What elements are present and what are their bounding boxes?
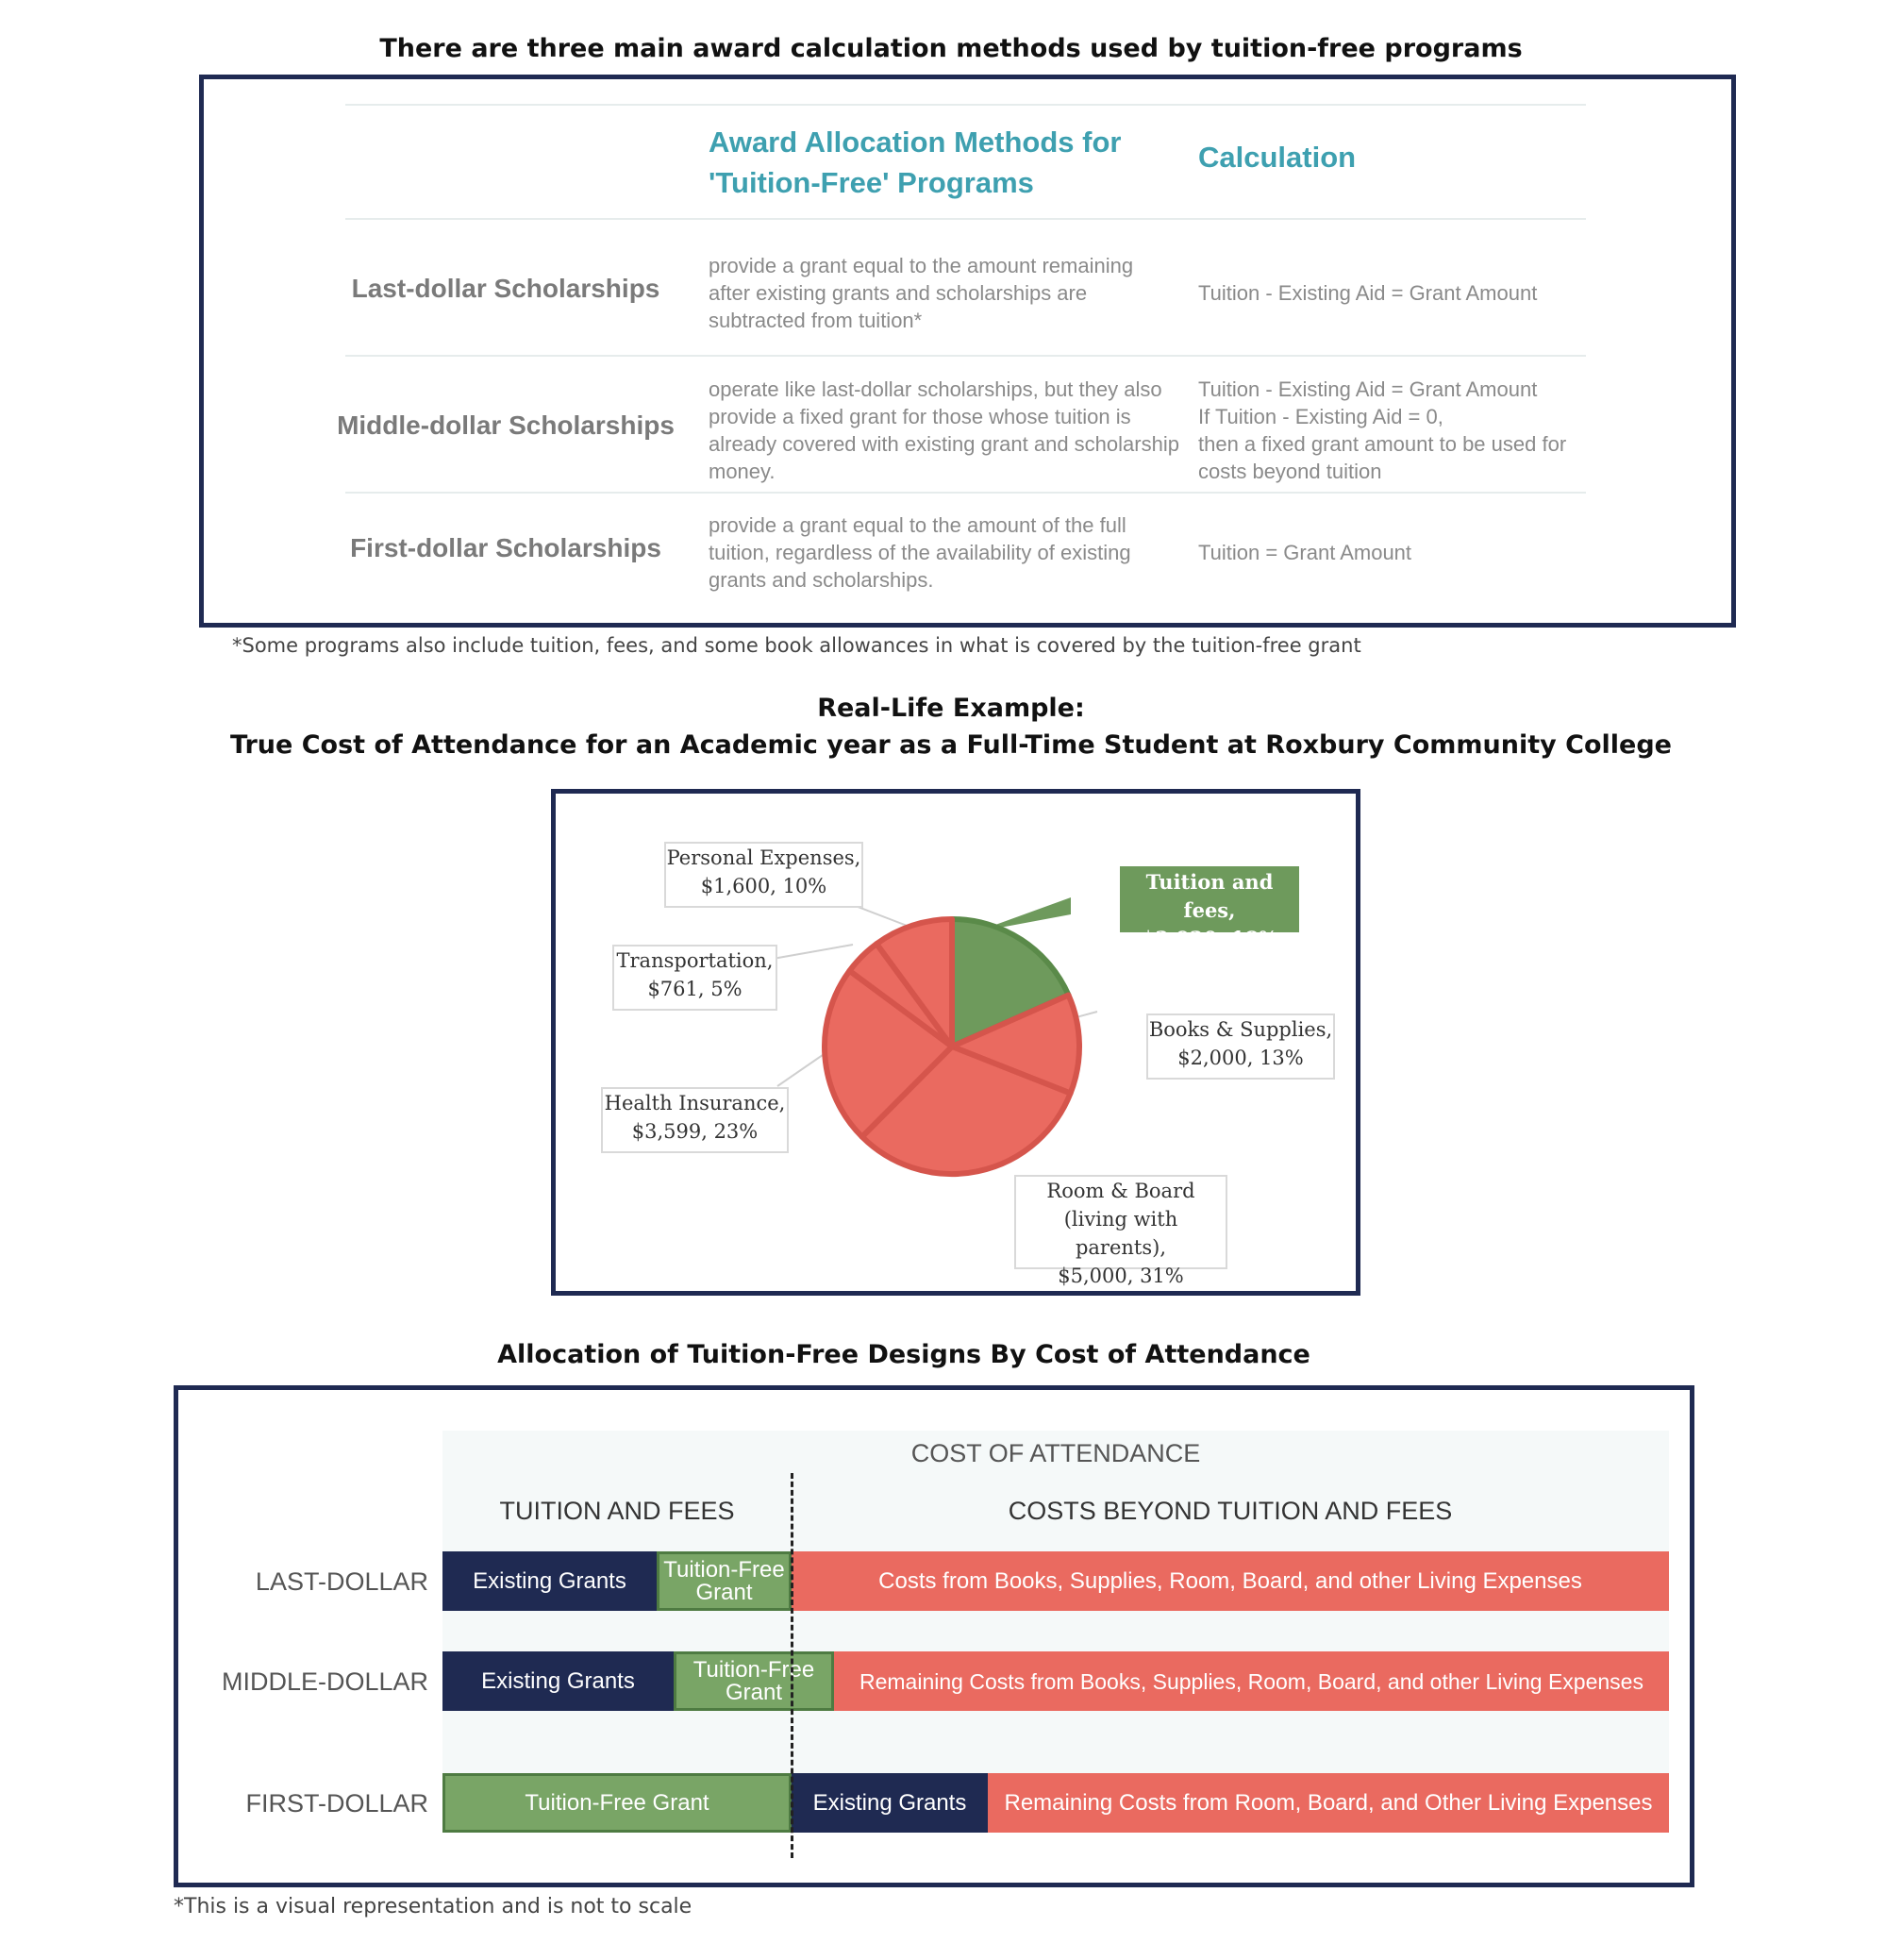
first-dollar-description: provide a grant equal to the amount of the full tuition, regardless of the availability of existing grants and scholarships. (709, 513, 1131, 592)
personal-expenses-label (664, 842, 863, 908)
section3-title: Allocation of Tuition-Free Designs By Cost of Attendance (497, 1340, 1310, 1369)
room-and-board-label (1014, 1175, 1227, 1287)
calculation-column-header: Calculation (1198, 141, 1357, 174)
section2-title-line2: True Cost of Attendance for an Academic year as a Full-Time Student at Roxbury Community College (230, 730, 1672, 760)
label-line: Health Insurance, (604, 1092, 786, 1114)
middle-dollar-description: operate like last-dollar scholarships, but they also provide a fixed grant for those whose tuition is already covered with existing grant and scholarship money. (709, 377, 1179, 483)
label-line: (living with parents), (1063, 1208, 1178, 1259)
existing-grants-segment: Existing Grants (442, 1551, 657, 1611)
method-column-header: Award Allocation Methods for 'Tuition-Free' Programs (709, 126, 1122, 199)
last-dollar-calculation: Tuition - Existing Aid = Grant Amount (1198, 281, 1538, 305)
middle-dollar-label: Middle-dollar Scholarships (337, 410, 675, 440)
tuition-boundary-line (791, 1473, 793, 1858)
first-dollar-label: First-dollar Scholarships (350, 533, 661, 562)
allocation-frame (174, 1385, 1694, 1887)
remaining-costs-segment: Remaining Costs from Room, Board, and Other Living Expenses (988, 1773, 1669, 1833)
label-line: $761, 5% (647, 978, 742, 1000)
tuition-free-grant-segment: Tuition-Free Grant (442, 1773, 792, 1833)
middle-dollar-calculation: Tuition - Existing Aid = Grant Amount If Tuition - Existing Aid = 0, then a fixed grant amount to be used for costs beyond tuition (1198, 377, 1567, 483)
label-line: Tuition and fees, (1145, 870, 1274, 922)
last-dollar-row-label: LAST-DOLLAR (255, 1567, 428, 1596)
section1-footnote: *Some programs also include tuition, fees, and some book allowances in what is covered by the tuition-free grant (232, 634, 1361, 657)
label-line: $2,000, 13% (1177, 1047, 1304, 1069)
label-line: Transportation, (616, 949, 774, 972)
cost-of-attendance-header: COST OF ATTENDANCE (910, 1439, 1201, 1467)
section2-title-line1: Real-Life Example: (817, 694, 1085, 723)
label-line: $2,920, 18% (1141, 927, 1278, 950)
divider (345, 355, 1586, 357)
allocation-background (442, 1431, 1669, 1832)
divider (345, 218, 1586, 220)
label-line: $3,599, 23% (631, 1120, 759, 1143)
label-line: Books & Supplies, (1148, 1018, 1333, 1041)
tuition-free-grant-segment: Tuition-Free Grant (657, 1551, 792, 1611)
tuition-and-fees-header: TUITION AND FEES (499, 1497, 735, 1525)
transportation-label (612, 945, 777, 1011)
divider (345, 492, 1586, 494)
health-insurance-label (601, 1087, 789, 1153)
divider (345, 104, 1586, 106)
costs-beyond-header: COSTS BEYOND TUITION AND FEES (1008, 1497, 1453, 1525)
books-supplies-label (1146, 1014, 1335, 1080)
section1-title: There are three main award calculation methods used by tuition-free programs (379, 34, 1523, 63)
last-dollar-label: Last-dollar Scholarships (351, 274, 660, 303)
existing-grants-segment: Existing Grants (442, 1651, 674, 1711)
label-line: $1,600, 10% (700, 875, 827, 897)
pie-chart-frame (551, 789, 1360, 1296)
section3-footnote: *This is a visual representation and is not to scale (174, 1895, 692, 1918)
label-line: $5,000, 31% (1058, 1265, 1184, 1287)
methods-table-frame (199, 75, 1736, 628)
first-dollar-row-label: FIRST-DOLLAR (245, 1789, 428, 1818)
label-line: Personal Expenses, (666, 846, 861, 869)
middle-dollar-row-label: MIDDLE-DOLLAR (221, 1667, 428, 1696)
first-dollar-calculation: Tuition = Grant Amount (1198, 541, 1412, 564)
label-line: Room & Board (1046, 1180, 1195, 1202)
tuition-free-grant-segment: Tuition-Free Grant (674, 1651, 834, 1711)
remaining-costs-segment: Costs from Books, Supplies, Room, Board, and other Living Expenses (792, 1551, 1669, 1611)
last-dollar-description: provide a grant equal to the amount remaining after existing grants and scholarships are subtracted from tuition* (709, 254, 1134, 332)
tuition-and-fees-label (1120, 866, 1299, 950)
existing-grants-segment: Existing Grants (792, 1773, 988, 1833)
remaining-costs-segment: Remaining Costs from Books, Supplies, Room, Board, and other Living Expenses (834, 1651, 1669, 1711)
